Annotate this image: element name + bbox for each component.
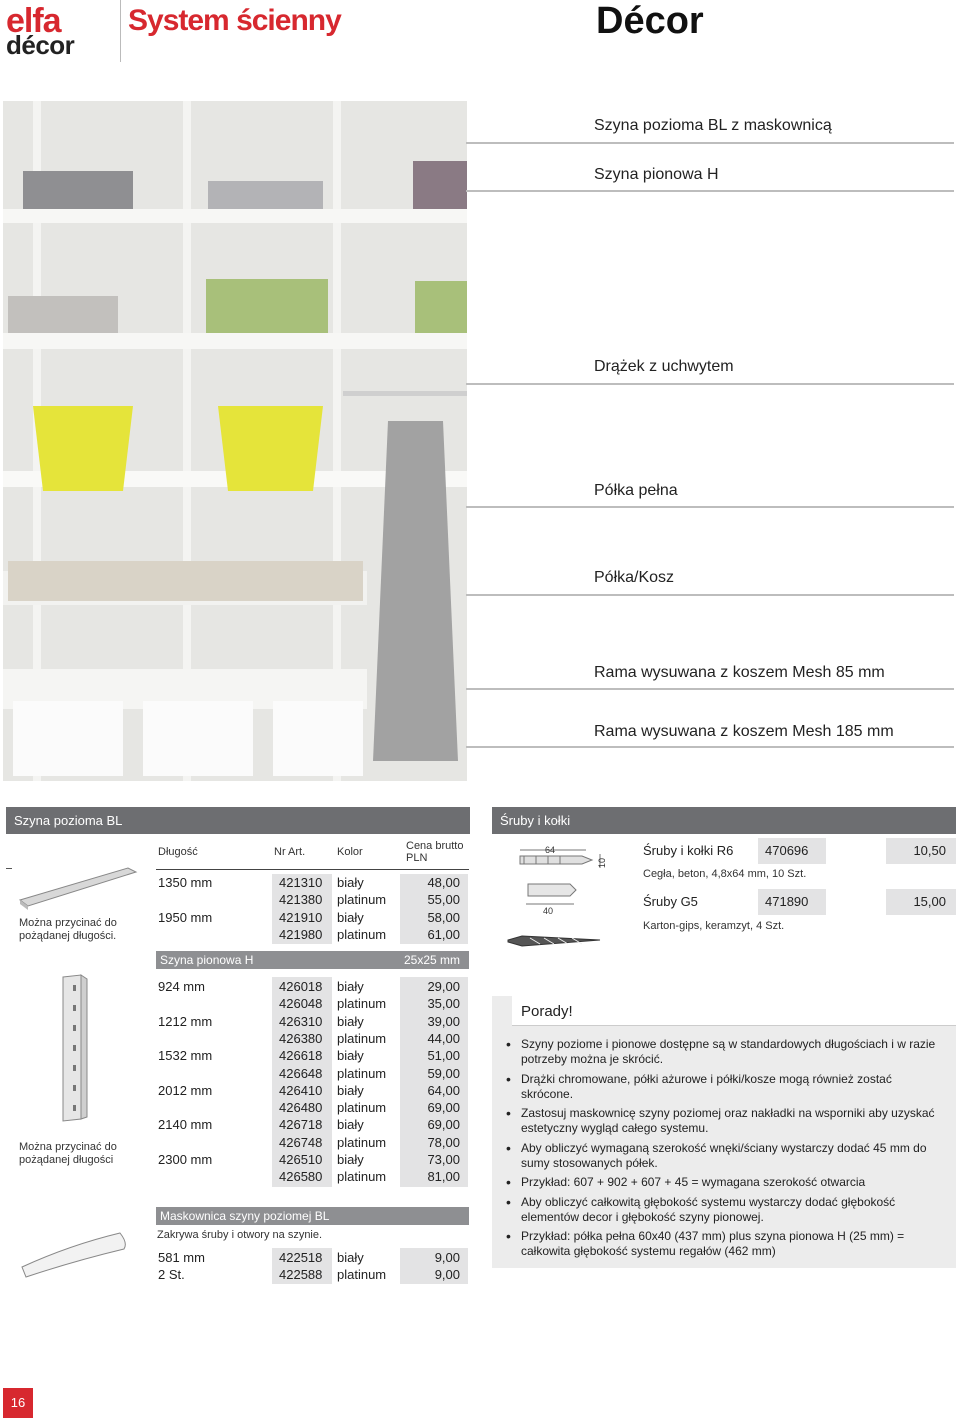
table-cell-price: 64,00 <box>427 1082 460 1098</box>
sruby-g5-art: 471890 <box>765 894 809 909</box>
table-cell-price: 39,00 <box>427 1013 460 1029</box>
col-header-color: Kolor <box>337 846 363 858</box>
table-cell-color: platinum <box>337 1065 387 1081</box>
table-cell-color: platinum <box>337 1134 387 1150</box>
sruby-g5-name: Śruby G5 <box>643 894 698 909</box>
logo-decor: décor <box>6 30 75 60</box>
table-cell-price: 69,00 <box>427 1117 460 1133</box>
table-cell-art: 426018 <box>279 979 323 994</box>
tips-header <box>512 996 956 1026</box>
table-cell-art: 426410 <box>279 1082 323 1098</box>
tip-item: • Przykład: 607 + 902 + 607 + 45 = wymagana szerokość otwarcia <box>506 1175 946 1190</box>
table-cell-price: 55,00 <box>427 892 460 908</box>
table-cell-length: 1532 mm <box>158 1048 213 1064</box>
table-cell-price: 48,00 <box>427 875 460 890</box>
sruby-r6-art: 470696 <box>765 843 809 858</box>
table-cell-art: 421310 <box>279 875 323 890</box>
table-cell-color: biały <box>337 1117 364 1133</box>
table-cell-color: biały <box>337 1250 364 1265</box>
callout-line <box>466 142 954 144</box>
table-cell-color: platinum <box>337 1169 387 1185</box>
table-cell-color: biały <box>337 979 364 994</box>
maskownica-illustration <box>20 1225 130 1285</box>
tips-title: Porady! <box>521 1003 573 1020</box>
dim-label-40: 40 <box>543 906 554 916</box>
table-cell-price: 78,00 <box>427 1134 460 1150</box>
table-cell-length: 2012 mm <box>158 1082 213 1098</box>
callout-line <box>466 190 954 192</box>
szyna-bl-note: Można przycinać do pożądanej długości. <box>19 917 117 942</box>
table-cell-length: 581 mm <box>158 1250 205 1265</box>
tips-list <box>506 1037 946 1264</box>
tip-item: • Szyny poziome i pionowe dostępne są w standardowych długościach i w razie potrzeby można je skrócić. <box>506 1037 946 1067</box>
table-cell-price: 9,00 <box>434 1267 460 1283</box>
table-cell-length: 1950 mm <box>158 909 213 925</box>
table-cell-art: 422588 <box>279 1267 323 1283</box>
logo-elfa: elfa <box>6 2 61 40</box>
subsection-header-szyna-h <box>156 951 469 969</box>
table-cell-price: 44,00 <box>427 1030 460 1046</box>
table-cell-price: 73,00 <box>427 1152 460 1167</box>
table-cell-art: 426580 <box>279 1169 323 1185</box>
table-rule <box>156 869 469 870</box>
table-cell-color: biały <box>337 875 364 890</box>
table-cell-price: 29,00 <box>427 979 460 994</box>
callout-line <box>466 688 954 690</box>
col-header-art: Nr Art. <box>274 846 306 858</box>
dim-label-64: 64 <box>545 845 556 855</box>
szyna-h-size: 25x25 mm <box>404 953 461 967</box>
table-cell-color: biały <box>337 1082 364 1098</box>
callout-line <box>466 594 954 596</box>
tip-item: • Aby obliczyć wymaganą szerokość wnęki/ściany wystarczy dodać 45 mm do sumy stosowanych półek. <box>506 1141 946 1171</box>
table-cell-color: biały <box>337 909 364 925</box>
tip-item: • Przykład: półka pełna 60x40 (437 mm) plus szyna pionowa H (25 mm) = całkowita głębokość systemu regałów (462 mm) <box>506 1229 946 1259</box>
callout-polka-kosz: Półka/Kosz <box>594 569 675 586</box>
table-cell-color: biały <box>337 1048 364 1064</box>
table-cell-art: 421910 <box>279 909 323 925</box>
table-cell-color: platinum <box>337 1100 387 1116</box>
section-header-sruby: Śruby i kołki <box>492 807 956 834</box>
table-cell-art: 421980 <box>279 927 323 943</box>
sruby-r6-note: Cegła, beton, 4,8x64 mm, 10 Szt. <box>643 868 807 880</box>
sruby-g5-price: 15,00 <box>913 894 946 909</box>
table-cell-color: biały <box>337 1152 364 1167</box>
sruby-r6-price: 10,50 <box>913 843 946 858</box>
callout-rama-85: Rama wysuwana z koszem Mesh 85 mm <box>594 664 885 681</box>
table-cell-art: 426748 <box>279 1134 323 1150</box>
callout-szyna-h: Szyna pionowa H <box>594 166 719 183</box>
szyna-h-note: Można przycinać do pożądanej długości <box>19 1141 117 1166</box>
table-cell-length: 2 St. <box>158 1267 185 1283</box>
header-divider <box>120 0 121 62</box>
table-cell-price: 51,00 <box>427 1048 460 1064</box>
col-header-price: Cena brutto PLN <box>406 840 464 864</box>
product-title: Décor <box>596 0 704 42</box>
rail-h-illustration <box>55 973 95 1128</box>
table-cell-art: 426480 <box>279 1100 323 1116</box>
table-cell-color: platinum <box>337 1030 387 1046</box>
table-cell-color: platinum <box>337 892 387 908</box>
rail-bl-illustration <box>18 860 138 915</box>
dim-label-10: 10 <box>597 857 608 869</box>
callout-drazek: Drążek z uchwytem <box>594 358 734 375</box>
table-cell-length: 924 mm <box>158 979 205 994</box>
tip-item: • Drążki chromowane, półki ażurowe i półki/kosze mogą również zostać skrócone. <box>506 1072 946 1102</box>
table-cell-art: 422518 <box>279 1250 323 1265</box>
col-header-length: Długość <box>158 846 198 858</box>
table-cell-price: 9,00 <box>434 1250 460 1265</box>
table-cell-art: 426648 <box>279 1065 323 1081</box>
table-cell-art: 426718 <box>279 1117 323 1133</box>
section-header-szyna-bl: Szyna pozioma BL <box>6 807 470 834</box>
callout-line <box>466 506 954 508</box>
table-cell-length: 2300 mm <box>158 1152 213 1167</box>
subsection-header-maskownica: Maskownica szyny poziomej BL <box>156 1207 469 1225</box>
table-cell-price: 59,00 <box>427 1065 460 1081</box>
table-cell-price: 58,00 <box>427 909 460 925</box>
table-cell-art: 426380 <box>279 1030 323 1046</box>
table-cell-art: 426048 <box>279 996 323 1012</box>
closet-photo <box>3 101 467 781</box>
table-cell-color: platinum <box>337 1267 387 1283</box>
maskownica-note: Zakrywa śruby i otwory na szynie. <box>157 1229 323 1241</box>
callout-polka-pelna: Półka pełna <box>594 482 678 499</box>
table-cell-price: 69,00 <box>427 1100 460 1116</box>
sruby-g5-note: Karton-gips, keramzyt, 4 Szt. <box>643 920 785 932</box>
table-cell-length: 1350 mm <box>158 875 213 890</box>
tip-item: • Aby obliczyć całkowitą głębokość systemu wystarczy dodać głębokość elementów decor i głębokość szyny pionowej. <box>506 1195 946 1225</box>
page-number: 16 <box>3 1388 33 1418</box>
table-cell-price: 35,00 <box>427 996 460 1012</box>
table-cell-length: 2140 mm <box>158 1117 213 1133</box>
table-cell-art: 426310 <box>279 1013 323 1029</box>
callout-szyna-bl: Szyna pozioma BL z maskownicą <box>594 117 832 134</box>
callout-line <box>466 383 954 385</box>
table-cell-art: 421380 <box>279 892 323 908</box>
tip-item: • Zastosuj maskownicę szyny poziomej oraz nakładki na wsporniki aby uzyskać estetyczny wygląd całego systemu. <box>506 1106 946 1136</box>
table-cell-color: platinum <box>337 996 387 1012</box>
table-cell-art: 426510 <box>279 1152 323 1167</box>
table-cell-length: 1212 mm <box>158 1013 213 1029</box>
table-cell-color: biały <box>337 1013 364 1029</box>
callout-rama-185: Rama wysuwana z koszem Mesh 185 mm <box>594 723 894 740</box>
callout-line <box>466 746 954 748</box>
szyna-h-title: Szyna pionowa H <box>160 953 254 967</box>
system-title: System ścienny <box>128 4 341 37</box>
divider-mark <box>6 868 12 869</box>
table-cell-color: platinum <box>337 927 387 943</box>
sruby-r6-name: Śruby i kołki R6 <box>643 843 734 858</box>
table-cell-art: 426618 <box>279 1048 323 1064</box>
table-cell-price: 81,00 <box>427 1169 460 1185</box>
table-cell-price: 61,00 <box>427 927 460 943</box>
